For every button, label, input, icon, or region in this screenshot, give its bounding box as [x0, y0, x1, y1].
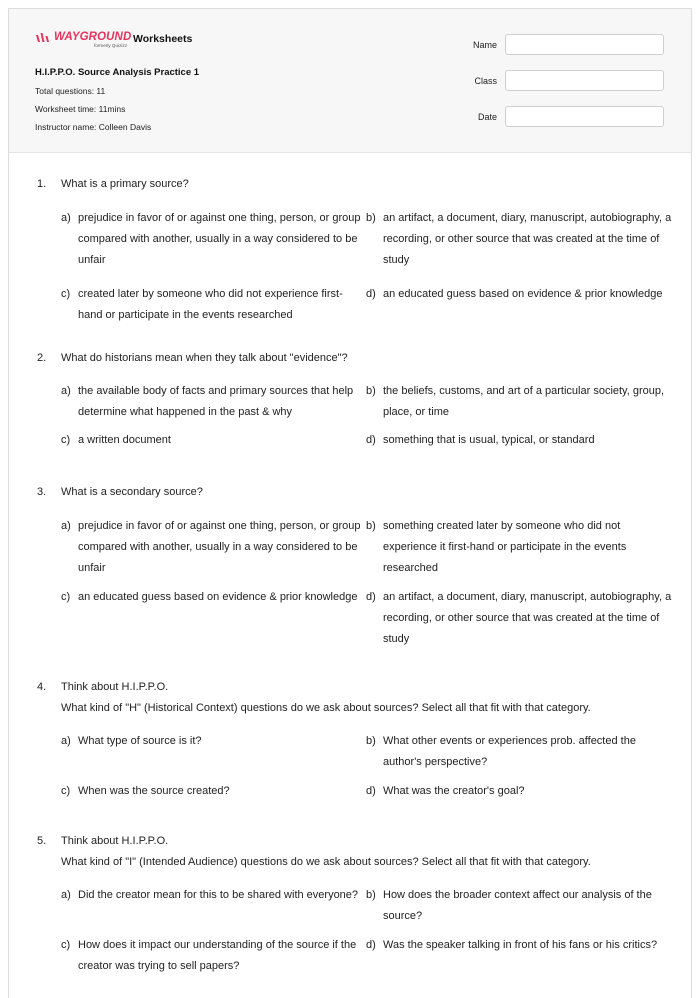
option-text: something created later by someone who did not experience it first-hand or participate in the events researched [383, 520, 627, 574]
option-letter: c) [61, 939, 71, 951]
option-d[interactable] [366, 781, 676, 802]
option-c[interactable] [61, 430, 361, 451]
option-letter: a) [61, 735, 71, 747]
option-text: the beliefs, customs, and art of a particular society, group, place, or time [383, 385, 665, 418]
option-text: Did the creator mean for this to be shared with everyone? [78, 889, 359, 901]
option-text: Was the speaker talking in front of his fans or his critics? [383, 939, 658, 951]
option-letter: c) [61, 288, 71, 300]
option-a[interactable] [61, 381, 361, 423]
question-number: 3. [37, 486, 47, 498]
date-label: Date [477, 111, 497, 122]
worksheet [8, 8, 692, 998]
question-stem [37, 677, 661, 719]
class-field-group [474, 70, 664, 91]
question-stem [37, 348, 661, 369]
wayground-logo [35, 31, 132, 49]
date-field-group [478, 106, 664, 127]
option-text: prejudice in favor of or against one thing, person, or group compared with another, usually in a way considered to be unfair [78, 212, 361, 266]
instructor-name: Instructor name: Colleen Davis [35, 122, 152, 132]
option-letter: d) [366, 785, 376, 797]
option-text: the available body of facts and primary sources that help determine what happened in the past & why [78, 385, 354, 418]
option-text: an educated guess based on evidence & prior knowledge [383, 288, 663, 300]
class-label: Class [474, 75, 497, 86]
question-text: Think about H.I.P.P.O. [61, 681, 169, 693]
option-text: an educated guess based on evidence & prior knowledge [78, 591, 358, 603]
total-questions: Total questions: 11 [35, 86, 106, 96]
question-number: 1. [37, 178, 47, 190]
option-b[interactable] [366, 885, 676, 927]
name-input[interactable] [505, 34, 664, 55]
option-text: What other events or experiences prob. affected the author's perspective? [383, 735, 636, 768]
option-text: What type of source is it? [78, 735, 202, 747]
question-text: What is a primary source? [61, 178, 189, 190]
option-letter: d) [366, 434, 376, 446]
option-b[interactable] [366, 731, 676, 773]
option-text: something that is usual, typical, or standard [383, 434, 595, 446]
option-c[interactable] [61, 781, 361, 802]
option-text: a written document [78, 434, 171, 446]
worksheet-title: H.I.P.P.O. Source Analysis Practice 1 [35, 67, 200, 78]
option-text: How does the broader context affect our analysis of the source? [383, 889, 652, 922]
option-text: When was the source created? [78, 785, 230, 797]
option-letter: b) [366, 212, 376, 224]
option-d[interactable] [366, 430, 676, 451]
option-letter: c) [61, 434, 71, 446]
option-letter: a) [61, 520, 71, 532]
option-letter: c) [61, 591, 71, 603]
question-number: 4. [37, 681, 47, 693]
question-text-line-2: What kind of "I" (Intended Audience) questions do we ask about sources? Select all that fit with that category. [61, 856, 591, 868]
option-letter: a) [61, 385, 71, 397]
question-text: What is a secondary source? [61, 486, 203, 498]
option-a[interactable] [61, 731, 361, 752]
brand [35, 31, 192, 49]
question-number: 5. [37, 835, 47, 847]
option-text: prejudice in favor of or against one thing, person, or group compared with another, usually in a way considered to be unfair [78, 520, 361, 574]
option-b[interactable] [366, 381, 676, 423]
class-input[interactable] [505, 70, 664, 91]
option-d[interactable] [366, 587, 676, 650]
option-text: an artifact, a document, diary, manuscript, autobiography, a recording, or other source that was created at the time of study [383, 591, 672, 645]
option-text: an artifact, a document, diary, manuscript, autobiography, a recording, or other source that was created at the time of study [383, 212, 672, 266]
wayground-logo-icon [35, 32, 51, 43]
question-stem [37, 482, 661, 503]
option-c[interactable] [61, 935, 361, 977]
date-input[interactable] [505, 106, 664, 127]
worksheet-meta [35, 66, 199, 133]
option-c[interactable] [61, 587, 361, 608]
logo-wordmark: WAYGROUND [54, 31, 132, 43]
worksheet-time: Worksheet time: 11mins [35, 104, 126, 114]
option-d[interactable] [366, 935, 676, 956]
question-text-line-2: What kind of "H" (Historical Context) questions do we ask about sources? Select all that fit with that category. [61, 702, 591, 714]
option-letter: d) [366, 939, 376, 951]
option-letter: b) [366, 735, 376, 747]
option-c[interactable] [61, 284, 361, 326]
option-text: How does it impact our understanding of the source if the creator was trying to sell papers? [78, 939, 357, 972]
question-stem [37, 174, 661, 195]
worksheet-header [9, 9, 691, 153]
option-a[interactable] [61, 885, 361, 906]
option-d[interactable] [366, 284, 676, 305]
option-letter: b) [366, 385, 376, 397]
option-b[interactable] [366, 516, 676, 579]
question-text: What do historians mean when they talk about "evidence"? [61, 352, 348, 364]
option-b[interactable] [366, 208, 676, 271]
option-text: What was the creator's goal? [383, 785, 525, 797]
question-text: Think about H.I.P.P.O. [61, 835, 169, 847]
option-letter: b) [366, 520, 376, 532]
app-label: Worksheets [133, 33, 193, 45]
option-letter: b) [366, 889, 376, 901]
option-letter: c) [61, 785, 71, 797]
option-text: created later by someone who did not experience first-hand or participate in the events researched [78, 288, 343, 321]
option-a[interactable] [61, 516, 361, 579]
logo-subtitle: formerly Quizizz [94, 43, 127, 48]
name-field-group [473, 34, 664, 55]
option-letter: d) [366, 288, 376, 300]
question-stem [37, 831, 661, 873]
option-a[interactable] [61, 208, 361, 271]
option-letter: a) [61, 212, 71, 224]
name-label: Name [472, 39, 497, 50]
option-letter: d) [366, 591, 376, 603]
question-number: 2. [37, 352, 47, 364]
option-letter: a) [61, 889, 71, 901]
